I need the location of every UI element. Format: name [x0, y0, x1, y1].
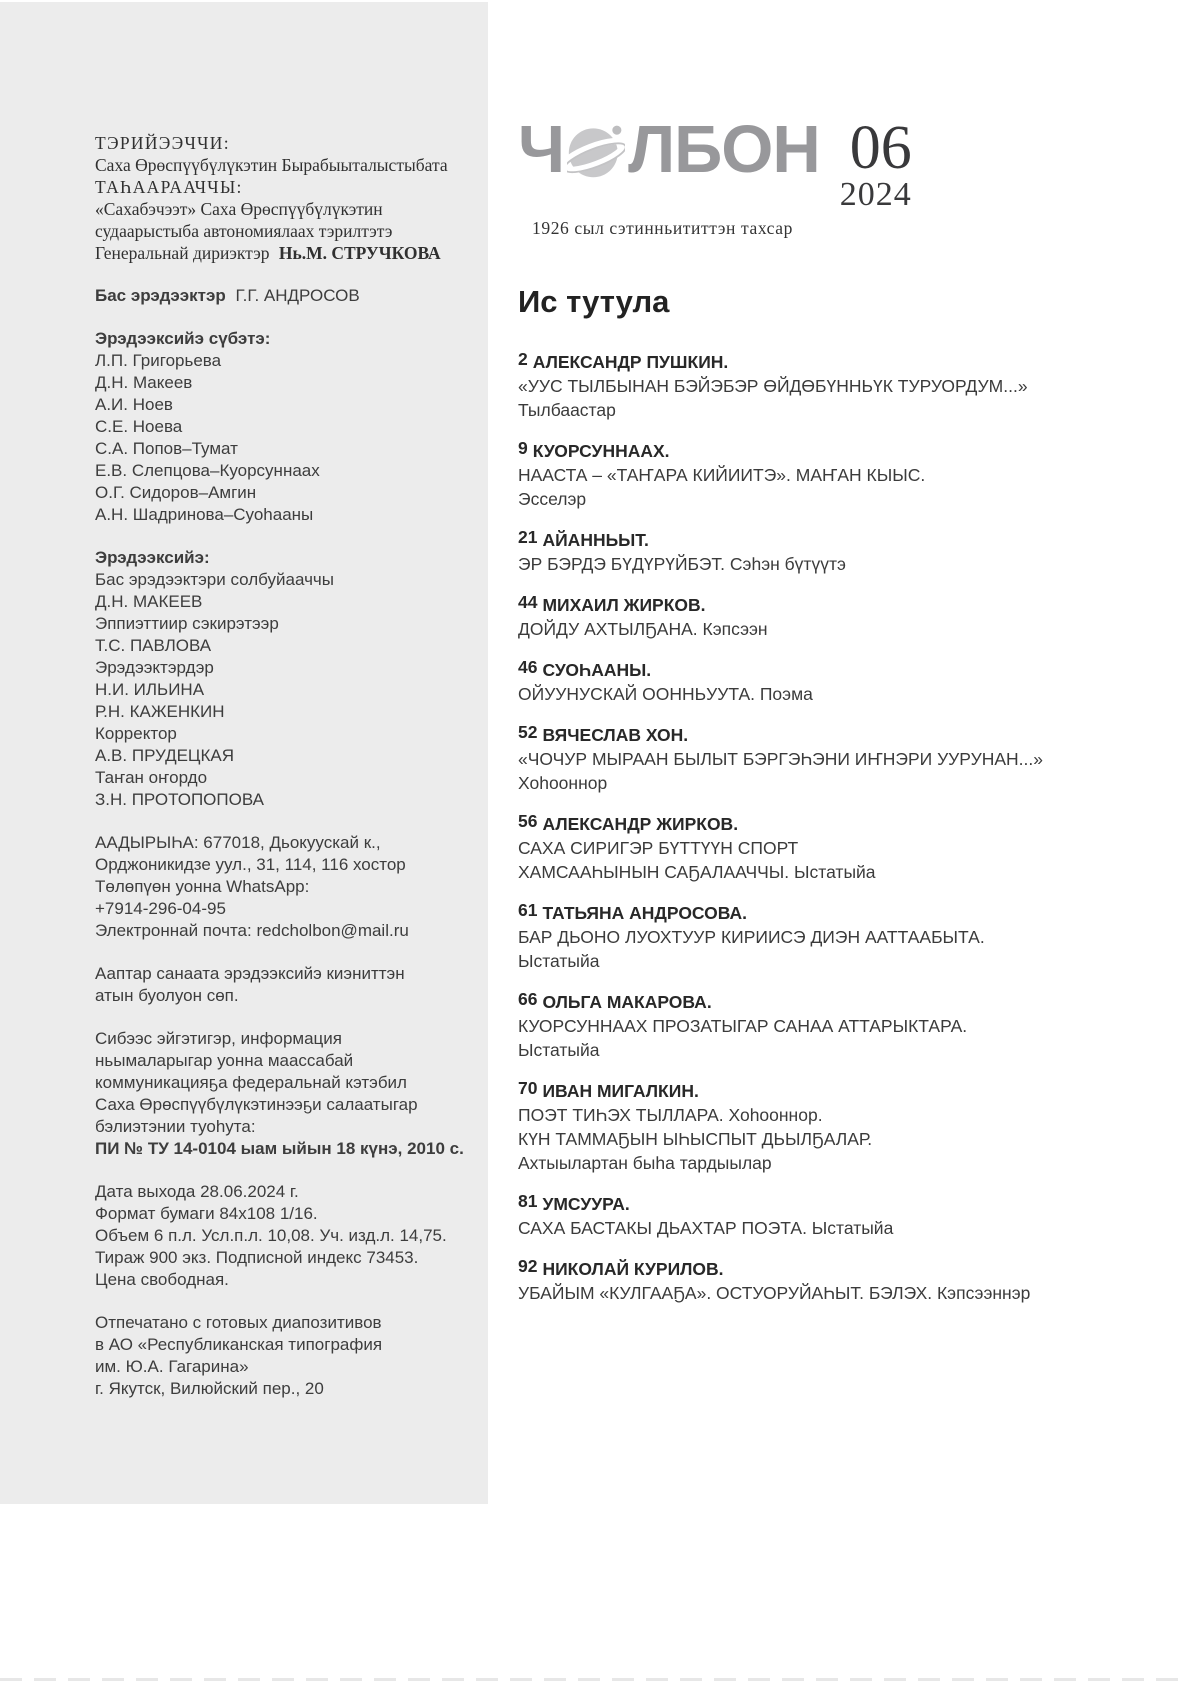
toc-page-number: 46	[518, 657, 538, 677]
toc-author: АЙАННЬЫТ.	[542, 530, 649, 550]
toc-list	[518, 350, 1158, 1305]
director-line	[95, 242, 472, 264]
print-info-line: Цена свободная.	[95, 1270, 229, 1289]
address-line: +7914-296-04-95	[95, 899, 226, 918]
council-member: Л.П. Григорьева	[95, 351, 222, 370]
toc-entry-head	[518, 1079, 1158, 1103]
editorial-staff-line: Эрэдээктэрдэр	[95, 658, 214, 677]
printing-house-line: им. Ю.А. Гагарина»	[95, 1357, 249, 1376]
editorial-staff-line: Таҥан оҥордо	[95, 768, 208, 787]
disclaimer-block	[95, 963, 472, 1007]
toc-entry	[518, 658, 1158, 706]
director-name: Нь.М. СТРУЧКОВА	[278, 243, 441, 263]
editorial-staff-line: З.Н. ПРОТОПОПОВА	[95, 790, 264, 809]
magazine-tagline: 1926 сыл сэтинньититтэн тахсар	[532, 218, 793, 238]
toc-entry-head	[518, 439, 1158, 463]
issue-year: 2024	[839, 176, 912, 213]
toc-entry	[518, 901, 1158, 973]
address-line: Электроннай почта: redcholbon@mail.ru	[95, 921, 409, 940]
toc-entry	[518, 723, 1158, 795]
registration-lines	[95, 1028, 472, 1138]
council-member: С.А. Попов–Тумат	[95, 439, 238, 458]
print-info-line: Объем 6 п.л. Усл.п.л. 10,08. Уч. изд.л. 14,75.	[95, 1226, 447, 1245]
toc-line: «УУС ТЫЛБЫНАН БЭЙЭБЭР ӨЙДӨБҮННЬҮК ТУРУОРДУМ...»	[518, 376, 1028, 396]
toc-line: Ыстатыйа	[518, 951, 600, 971]
editorial-council-block	[95, 328, 472, 526]
registration-block	[95, 1028, 472, 1160]
toc-line: КУОРСУННААХ ПРОЗАТЫГАР САНАА АТТАРЫКТАРА.	[518, 1016, 968, 1036]
council-member: О.Г. Сидоров–Амгин	[95, 483, 257, 502]
editorial-staff-line: Т.С. ПАВЛОВА	[95, 636, 212, 655]
print-info-line: Тираж 900 экз. Подписной индекс 73453.	[95, 1248, 419, 1267]
toc-line: ПОЭТ ТИҺЭХ ТЫЛЛАРА. Хоһооннор.	[518, 1105, 823, 1125]
toc-author: ТАТЬЯНА АНДРОСОВА.	[542, 903, 748, 923]
issue-number: 06	[849, 114, 912, 182]
director-label: Генеральнай дириэктэр	[95, 243, 270, 263]
toc-entry-head	[518, 901, 1158, 925]
toc-entry-head	[518, 1257, 1158, 1281]
editorial-staff-line: Н.И. ИЛЬИНА	[95, 680, 205, 699]
council-member: А.И. Ноев	[95, 395, 173, 414]
toc-entry-head	[518, 990, 1158, 1014]
council-header: Эрэдээксийэ сүбэтэ:	[95, 329, 271, 348]
toc-line: ОЙУУНУСКАЙ ООННЬУУТА. Поэма	[518, 684, 813, 704]
toc-entry-head	[518, 812, 1158, 836]
printing-house-line: г. Якутск, Вилюйский пер., 20	[95, 1379, 324, 1398]
toc-line: САХА СИРИГЭР БҮТТҮҮН СПОРТ	[518, 838, 799, 858]
council-member: А.Н. Шадринова–Суоһааны	[95, 505, 314, 524]
toc-author: АЛЕКСАНДР ПУШКИН.	[532, 352, 729, 372]
toc-page-number: 70	[518, 1078, 538, 1098]
council-member: Е.В. Слепцова–Куорсуннаах	[95, 461, 320, 480]
toc-author: ВЯЧЕСЛАВ ХОН.	[542, 725, 689, 745]
toc-entry	[518, 528, 1158, 576]
registration-certificate: ПИ № ТУ 14-0104 ыам ыйын 18 күнэ, 2010 с.	[95, 1139, 464, 1158]
editorial-staff-line: Корректор	[95, 724, 177, 743]
chief-editor-line	[95, 285, 472, 307]
toc-page-number: 81	[518, 1191, 538, 1211]
disclaimer-line: Ааптар санаата эрэдээксийэ киэниттэн	[95, 964, 405, 983]
registration-line: ньымаларыгар уонна маассабай	[95, 1051, 354, 1070]
toc-entry	[518, 990, 1158, 1062]
toc-entry	[518, 439, 1158, 511]
toc-line: Ыстатыйа	[518, 1040, 600, 1060]
toc-entry-head	[518, 658, 1158, 682]
content-column	[518, 112, 1158, 1322]
toc-entry-head	[518, 593, 1158, 617]
toc-line: УБАЙЫМ «КУЛГААҔА». ОСТУОРУЙАҺЫТ. БЭЛЭХ. Кэпсээннэр	[518, 1283, 1031, 1303]
toc-line: ДОЙДУ АХТЫЛҔАНА. Кэпсээн	[518, 619, 768, 639]
toc-entry	[518, 593, 1158, 641]
editorial-staff-line: Д.Н. МАКЕЕВ	[95, 592, 203, 611]
registration-line: Саха Өрөспүүбүлүкэтинээҕи салаатыгар	[95, 1095, 418, 1114]
toc-page-number: 92	[518, 1256, 538, 1276]
publisher-label: ТАҺААРААЧЧЫ:	[95, 177, 243, 197]
toc-page-number: 61	[518, 900, 538, 920]
toc-line: НААСТА – «ТАҤАРА КИЙИИТЭ». МАҤАН КЫЫС.	[518, 465, 926, 485]
printing-house-line: Отпечатано с готовых диапозитивов	[95, 1313, 382, 1332]
address-line: Орджоникидзе уул., 31, 114, 116 хостор	[95, 855, 406, 874]
toc-entry-head	[518, 1192, 1158, 1216]
founder-label: ТЭРИЙЭЭЧЧИ:	[95, 133, 230, 153]
toc-entry-head	[518, 350, 1158, 374]
editorial-staff-line: Р.Н. КАЖЕНКИН	[95, 702, 225, 721]
toc-author: ОЛЬГА МАКАРОВА.	[542, 992, 712, 1012]
toc-page-number: 52	[518, 722, 538, 742]
registration-line: Сибээс эйгэтигэр, информация	[95, 1029, 342, 1048]
toc-entry	[518, 350, 1158, 422]
toc-author: АЛЕКСАНДР ЖИРКОВ.	[542, 814, 739, 834]
toc-entry-head	[518, 528, 1158, 552]
printing-house-block	[95, 1312, 472, 1400]
logo-letter-ch: Ч	[518, 112, 565, 187]
chief-editor-block	[95, 285, 472, 307]
toc-page-number: 9	[518, 438, 528, 458]
editorial-staff-block	[95, 547, 472, 811]
toc-author: МИХАИЛ ЖИРКОВ.	[542, 595, 706, 615]
print-info-line: Дата выхода 28.06.2024 г.	[95, 1182, 299, 1201]
page-bottom-perforation	[0, 1678, 1190, 1681]
toc-line: ХАМСААҺЫНЫН САҔАЛААЧЧЫ. Ыстатыйа	[518, 862, 876, 882]
editorial-header: Эрэдээксийэ:	[95, 548, 210, 567]
toc-page-number: 21	[518, 527, 538, 547]
council-member: Д.Н. Макеев	[95, 373, 193, 392]
toc-author: СУОҺААНЫ.	[542, 660, 652, 680]
address-block	[95, 832, 472, 942]
council-member: С.Е. Ноева	[95, 417, 183, 436]
chief-editor-label: Бас эрэдээктэр	[95, 286, 226, 305]
toc-line: Ахтыылартан быһа тардыылар	[518, 1153, 772, 1173]
toc-line: «ЧОЧУР МЫРААН БЫЛЫТ БЭРГЭҺЭНИ ИҤНЭРИ УУРУНАН...»	[518, 749, 1043, 769]
toc-line: Тылбаастар	[518, 400, 616, 420]
printing-house-line: в АО «Республиканская типография	[95, 1335, 383, 1354]
planet-icon	[567, 121, 625, 181]
founder-name: Саха Өрөспүүбүлүкэтин Бырабыыталыстыбата	[95, 155, 448, 175]
toc-author: НИКОЛАЙ КУРИЛОВ.	[542, 1259, 724, 1279]
print-info-block	[95, 1181, 472, 1291]
print-info-line: Формат бумаги 84х108 1/16.	[95, 1204, 318, 1223]
founder-block	[95, 132, 472, 264]
toc-author: ИВАН МИГАЛКИН.	[542, 1081, 699, 1101]
toc-page-number: 44	[518, 592, 538, 612]
registration-line: коммуникацияҕа федеральнай кэтэбил	[95, 1073, 407, 1092]
address-line: Төлөпүөн уонна WhatsApp:	[95, 877, 310, 896]
toc-entry	[518, 1257, 1158, 1305]
chief-editor-name: Г.Г. АНДРОСОВ	[235, 286, 360, 305]
toc-author: УМСУУРА.	[542, 1194, 630, 1214]
magazine-header	[518, 112, 1158, 213]
toc-line: Эсселэр	[518, 489, 587, 509]
editorial-staff-line: А.В. ПРУДЕЦКАЯ	[95, 746, 235, 765]
editorial-staff-line: Бас эрэдээктэри солбуйааччы	[95, 570, 335, 589]
toc-page-number: 56	[518, 811, 538, 831]
toc-entry	[518, 1192, 1158, 1240]
toc-title: Ис тутула	[518, 284, 670, 319]
magazine-logo	[518, 112, 820, 187]
toc-page-number: 2	[518, 349, 528, 369]
editorial-staff-line: Эппиэттиир сэкирэтээр	[95, 614, 279, 633]
masthead-panel	[0, 2, 488, 1504]
toc-author: КУОРСУННААХ.	[532, 441, 670, 461]
toc-entry	[518, 812, 1158, 884]
toc-entry	[518, 1079, 1158, 1175]
toc-line: КҮН ТАММАҔЫН ЫҺЫСПЫТ ДЬЫЛҔАЛАР.	[518, 1129, 873, 1149]
toc-entry-head	[518, 723, 1158, 747]
publisher-name-line2: судаарыстыба автономиялаах тэрилтэтэ	[95, 221, 393, 241]
editorial-staff	[95, 569, 472, 811]
toc-page-number: 66	[518, 989, 538, 1009]
toc-line: ЭР БЭРДЭ БҮДҮРҮЙБЭТ. Сэһэн бүтүүтэ	[518, 554, 846, 574]
toc-line: Хоһооннор	[518, 773, 608, 793]
issue-block	[839, 114, 912, 213]
toc-line: БАР ДЬОНО ЛУОХТУУР КИРИИСЭ ДИЭН ААТТААБЫТА.	[518, 927, 985, 947]
address-line: ААДЫРЫҺА: 677018, Дьокуускай к.,	[95, 833, 381, 852]
logo-letters-lbon: ЛБОН	[628, 112, 820, 187]
publisher-name-line1: «Сахабэчээт» Саха Өрөспүүбүлүкэтин	[95, 199, 383, 219]
disclaimer-line: атын буолуон сөп.	[95, 986, 239, 1005]
toc-line: САХА БАСТАКЫ ДЬАХТАР ПОЭТА. Ыстатыйа	[518, 1218, 894, 1238]
registration-line: бэлиэтэнии туоһута:	[95, 1117, 256, 1136]
council-members	[95, 350, 472, 526]
